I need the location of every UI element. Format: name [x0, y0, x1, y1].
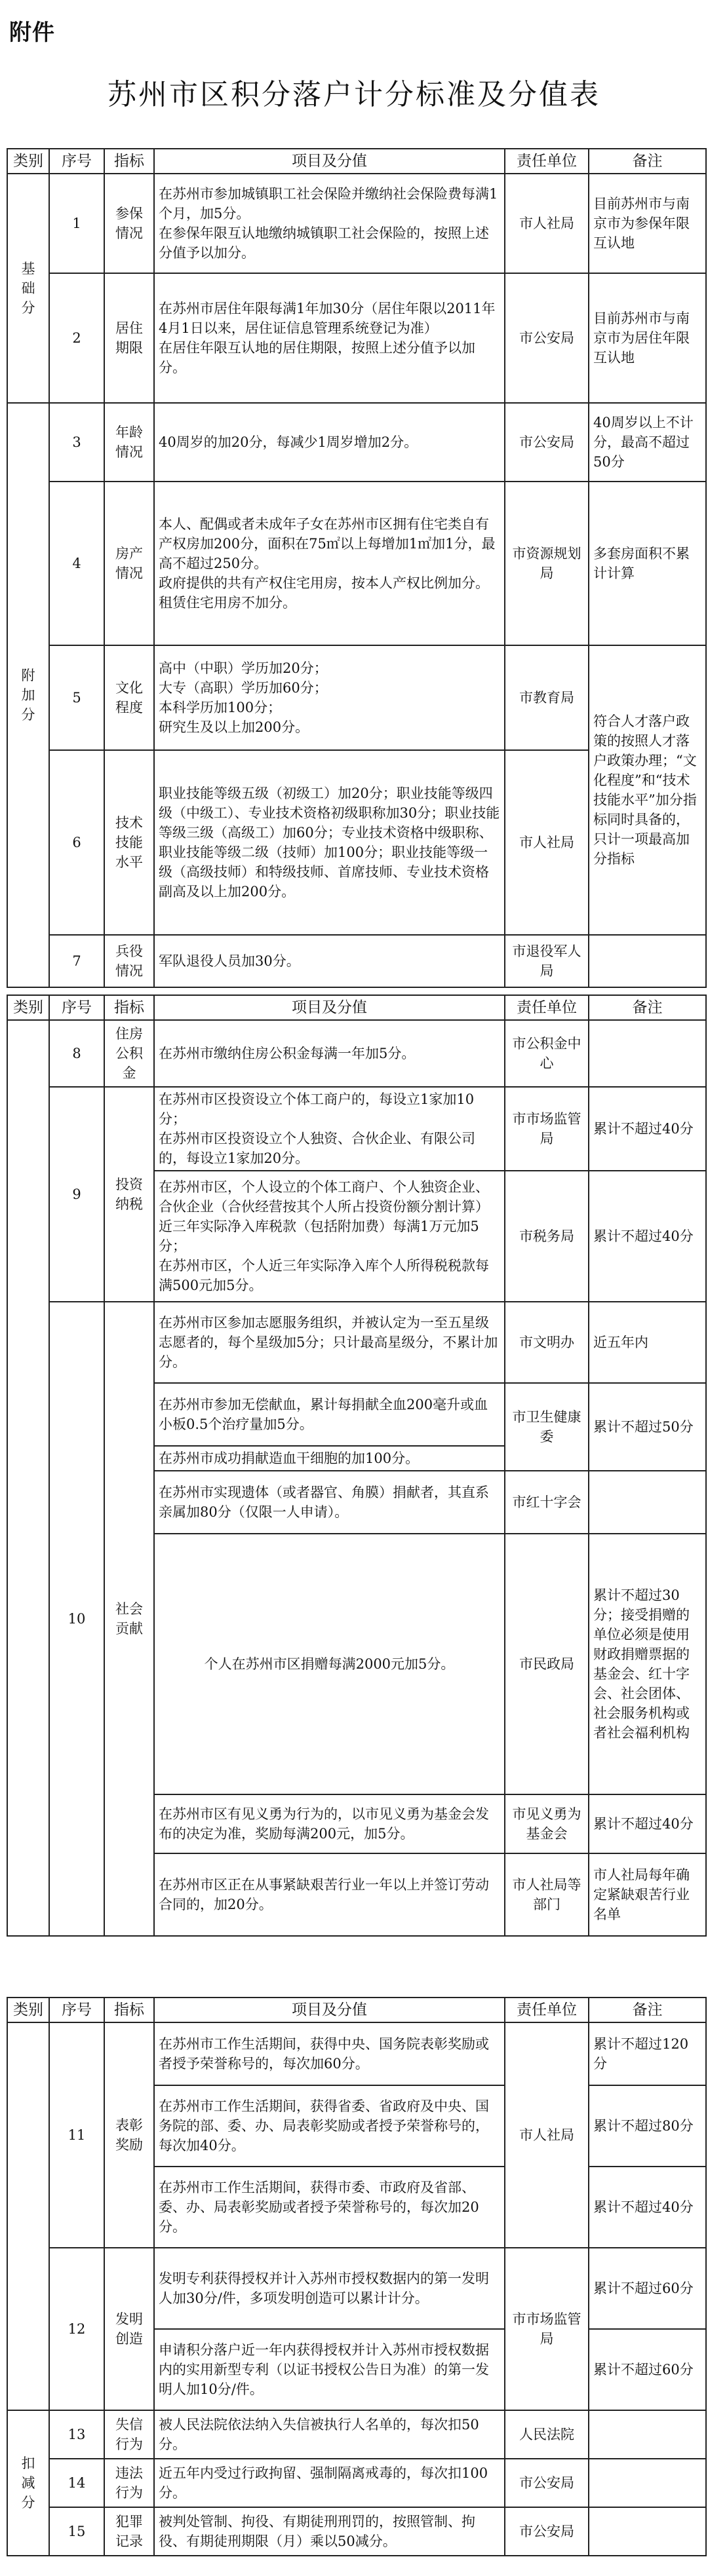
header-category: 类别 — [7, 995, 49, 1020]
header-number: 序号 — [49, 149, 104, 174]
header-items: 项目及分值 — [154, 1998, 505, 2022]
header-items: 项目及分值 — [154, 995, 505, 1020]
table-row — [7, 2022, 706, 2085]
row-unit: 市公安局 — [505, 2507, 589, 2556]
table-row — [7, 482, 706, 645]
row-number: 13 — [49, 2410, 104, 2459]
item-text: 被判处管制、拘役、有期徒刑刑罚的，按照管制、拘役、有期徒刑期限（月）乘以50减分。 — [159, 2514, 475, 2549]
row-indicator: 年龄 情况 — [104, 403, 154, 482]
document-title: 苏州市区积分落户计分标准及分值表 — [108, 78, 600, 111]
item-text: 在苏州市区，个人设立的个体工商户、个人独资企业、合伙企业（合伙经营按其个人所占投资份额分割计算）近三年实际净入库税款（包括附加费）每满1万元加5分； — [159, 1179, 489, 1254]
row-unit: 市市场监管局 — [505, 2248, 589, 2410]
row-unit: 市市场监管局 — [505, 1087, 589, 1171]
category-extra-continued — [7, 2022, 49, 2410]
item-text: 在苏州市区投资设立个人独资、合伙企业、有限公司的，每设立1家加20分。 — [159, 1131, 475, 1166]
row-note: 累计不超过40分 — [589, 1794, 706, 1853]
row-indicator: 住房 公积 金 — [104, 1020, 154, 1087]
row-number: 15 — [49, 2507, 104, 2556]
row-items — [154, 2248, 505, 2329]
row-indicator: 参保 情况 — [104, 174, 154, 273]
category-base: 基 础 分 — [7, 174, 49, 403]
row-unit: 市公积金中心 — [505, 1020, 589, 1087]
header-category: 类别 — [7, 149, 49, 174]
row-indicator: 发明 创造 — [104, 2248, 154, 2410]
row-note: 累计不超过40分 — [589, 1171, 706, 1302]
row-number: 2 — [49, 273, 104, 403]
row-number: 5 — [49, 645, 104, 750]
item-text: 本人、配偶或者未成年子女在苏州市区拥有住宅类自有产权房加200分，面积在75㎡以上每增加1㎡加1分，最高不超过250分。 — [159, 516, 496, 571]
row-unit: 市公安局 — [505, 2459, 589, 2507]
row-unit: 市文明办 — [505, 1302, 589, 1383]
item-text: 本科学历加100分； — [159, 700, 282, 715]
header-indicator: 指标 — [104, 995, 154, 1020]
row-items — [154, 2507, 505, 2556]
row-note — [589, 1020, 706, 1087]
header-note: 备注 — [589, 1998, 706, 2022]
row-note — [589, 2507, 706, 2556]
header-note: 备注 — [589, 995, 706, 1020]
row-unit: 市红十字会 — [505, 1471, 589, 1534]
row-items — [154, 2410, 505, 2459]
row-indicator: 投资 纳税 — [104, 1087, 154, 1302]
row-number: 14 — [49, 2459, 104, 2507]
item-text: 在居住年限互认地的居住期限，按照上述分值予以加分。 — [159, 340, 475, 375]
row-number: 12 — [49, 2248, 104, 2410]
row-number: 6 — [49, 750, 104, 935]
item-text: 在苏州市居住年限每满1年加30分（居住年限以2011年4月1日以来，居住证信息管理系统登记为准） — [159, 301, 496, 336]
item-text: 在苏州市区参加志愿服务组织，并被认定为一至五星级志愿者的，每个星级加5分；只计最高星级分，不累计加分。 — [159, 1315, 498, 1370]
table-row — [7, 2459, 706, 2507]
row-items — [154, 645, 505, 750]
row-unit: 市税务局 — [505, 1171, 589, 1302]
row-unit: 市退役军人局 — [505, 935, 589, 987]
table-header-row — [7, 1998, 706, 2022]
row-unit: 市人社局等部门 — [505, 1853, 589, 1936]
item-text: 在苏州市参加无偿献血，累计每捐献全血200毫升或血小板0.5个治疗量加5分。 — [159, 1397, 488, 1432]
header-unit: 责任单位 — [505, 995, 589, 1020]
item-text: 个人在苏州市区捐赠每满2000元加5分。 — [204, 1656, 455, 1672]
row-items — [154, 935, 505, 987]
row-number: 10 — [49, 1302, 104, 1936]
row-unit: 市人社局 — [505, 750, 589, 935]
row-note — [589, 1471, 706, 1534]
row-items — [154, 1302, 505, 1383]
item-text: 军队退役人员加30分。 — [159, 953, 300, 969]
item-text: 40周岁的加20分，每减少1周岁增加2分。 — [159, 434, 418, 450]
table-row — [7, 273, 706, 403]
row-unit: 市公安局 — [505, 403, 589, 482]
row-number: 4 — [49, 482, 104, 645]
item-text: 研究生及以上加200分。 — [159, 719, 309, 735]
header-items: 项目及分值 — [154, 149, 505, 174]
row-unit: 市人社局 — [505, 2022, 589, 2248]
row-items — [154, 1020, 505, 1087]
row-items — [154, 1471, 505, 1534]
row-unit: 市公安局 — [505, 273, 589, 403]
row-items — [154, 2329, 505, 2410]
row-items — [154, 403, 505, 482]
row-note — [589, 935, 706, 987]
item-text: 在苏州市区，个人近三年实际净入库个人所得税税款每满500元加5分。 — [159, 1258, 489, 1293]
row-note: 累计不超过60分 — [589, 2329, 706, 2410]
row-indicator: 失信 行为 — [104, 2410, 154, 2459]
row-items — [154, 1446, 505, 1471]
row-indicator: 技术 技能 水平 — [104, 750, 154, 935]
row-note — [589, 2459, 706, 2507]
row-note: 符合人才落户政策的按照人才落户政策办理；“文化程度”和“技术技能水平”加分指标同时具备的，只计一项最高加分指标 — [589, 645, 706, 935]
row-number: 3 — [49, 403, 104, 482]
row-unit: 市见义勇为基金会 — [505, 1794, 589, 1853]
item-text: 大专（高职）学历加60分； — [159, 680, 328, 696]
row-note: 累计不超过30分；接受捐赠的单位必须是使用财政捐赠票据的基金会、红十字会、社会团体、社会服务机构或者社会福利机构 — [589, 1534, 706, 1794]
item-text: 申请积分落户近一年内获得授权并计入苏州市授权数据内的实用新型专利（以证书授权公告日为准）的第一发明人加10分/件。 — [159, 2342, 489, 2397]
row-items — [154, 1171, 505, 1302]
row-note: 累计不超过40分 — [589, 2167, 706, 2248]
row-note: 累计不超过40分 — [589, 1087, 706, 1171]
row-indicator: 违法 行为 — [104, 2459, 154, 2507]
item-text: 职业技能等级五级（初级工）加20分；职业技能等级四级（中级工）、专业技术资格初级职称加30分；职业技能等级三级（高级工）加60分；专业技术资格中级职称、职业技能等级二级（技师）加100分；职业技能等级一级（高级技师）和特级技师、首席技师、专业技术资格副高及以上加200分。 — [159, 786, 500, 900]
row-items — [154, 1383, 505, 1446]
row-number: 7 — [49, 935, 104, 987]
table-row — [7, 2248, 706, 2329]
item-text: 近五年内受过行政拘留、强制隔离戒毒的，每次扣100分。 — [159, 2465, 488, 2501]
row-items — [154, 1087, 505, 1171]
row-items — [154, 1534, 505, 1794]
item-text: 在苏州市区投资设立个体工商户的，每设立1家加10分； — [159, 1091, 475, 1127]
row-indicator: 兵役 情况 — [104, 935, 154, 987]
row-unit: 市民政局 — [505, 1534, 589, 1794]
item-text: 在苏州市参加城镇职工社会保险并缴纳社会保险费每满1个月，加5分。 — [159, 186, 498, 221]
item-text: 在苏州市成功捐献造血干细胞的加100分。 — [159, 1450, 420, 1466]
item-text: 在苏州市工作生活期间，获得市委、市政府及省部、委、办、局表彰奖励或者授予荣誉称号的，每次加20分。 — [159, 2180, 479, 2235]
row-unit: 市资源规划局 — [505, 482, 589, 645]
row-note: 多套房面积不累计计算 — [589, 482, 706, 645]
row-note: 目前苏州市与南京市为参保年限互认地 — [589, 174, 706, 273]
row-indicator: 文化 程度 — [104, 645, 154, 750]
item-text: 在苏州市工作生活期间，获得中央、国务院表彰奖励或者授予荣誉称号的，每次加60分。 — [159, 2036, 489, 2072]
row-unit: 市教育局 — [505, 645, 589, 750]
row-items — [154, 750, 505, 935]
row-unit: 人民法院 — [505, 2410, 589, 2459]
table-row — [7, 1020, 706, 1087]
row-items — [154, 2459, 505, 2507]
table-row — [7, 935, 706, 987]
row-number: 8 — [49, 1020, 104, 1087]
item-text: 在苏州市区正在从事紧缺艰苦行业一年以上并签订劳动合同的，加20分。 — [159, 1877, 489, 1912]
item-text: 被人民法院依法纳入失信被执行人名单的，每次扣50分。 — [159, 2417, 479, 2452]
header-indicator: 指标 — [104, 149, 154, 174]
row-note: 累计不超过120分 — [589, 2022, 706, 2085]
item-text: 高中（中职）学历加20分； — [159, 660, 328, 676]
item-text: 发明专利获得授权并计入苏州市授权数据内的第一发明人加30分/件，多项发明创造可以累计计分。 — [159, 2271, 489, 2306]
item-text: 在苏州市区有见义勇为行为的，以市见义勇为基金会发布的决定为准，奖励每满200元，加5分。 — [159, 1806, 489, 1842]
row-items — [154, 2085, 505, 2167]
table-row — [7, 2507, 706, 2556]
score-table-part-2 — [7, 994, 707, 1937]
row-note: 累计不超过80分 — [589, 2085, 706, 2167]
row-number: 1 — [49, 174, 104, 273]
row-items — [154, 174, 505, 273]
row-number: 9 — [49, 1087, 104, 1302]
header-number: 序号 — [49, 1998, 104, 2022]
item-text: 政府提供的共有产权住宅用房，按本人产权比例加分。 — [159, 575, 489, 591]
row-indicator: 房产 情况 — [104, 482, 154, 645]
table-row — [7, 645, 706, 750]
row-items — [154, 482, 505, 645]
row-note — [589, 2410, 706, 2459]
item-text: 在苏州市工作生活期间，获得省委、省政府及中央、国务院的部、委、办、局表彰奖励或者授予荣誉称号的，每次加40分。 — [159, 2098, 489, 2153]
row-note: 累计不超过60分 — [589, 2248, 706, 2329]
row-items — [154, 1794, 505, 1853]
table-header-row — [7, 995, 706, 1020]
row-items — [154, 2022, 505, 2085]
row-number: 11 — [49, 2022, 104, 2248]
row-indicator: 社会 贡献 — [104, 1302, 154, 1936]
row-items — [154, 273, 505, 403]
row-note: 累计不超过50分 — [589, 1383, 706, 1471]
row-indicator: 犯罪 记录 — [104, 2507, 154, 2556]
row-indicator: 表彰 奖励 — [104, 2022, 154, 2248]
row-note: 40周岁以上不计分，最高不超过50分 — [589, 403, 706, 482]
header-unit: 责任单位 — [505, 1998, 589, 2022]
header-note: 备注 — [589, 149, 706, 174]
item-text: 在苏州市实现遗体（或者器官、角膜）捐献者，其直系亲属加80分（仅限一人申请）。 — [159, 1485, 489, 1520]
category-extra: 附 加 分 — [7, 403, 49, 987]
header-number: 序号 — [49, 995, 104, 1020]
category-deduct: 扣 减 分 — [7, 2410, 49, 2556]
table-row — [7, 1087, 706, 1171]
row-items — [154, 2167, 505, 2248]
row-unit: 市人社局 — [505, 174, 589, 273]
score-table-part-1 — [7, 148, 707, 988]
header-category: 类别 — [7, 1998, 49, 2022]
row-note: 目前苏州市与南京市为居住年限互认地 — [589, 273, 706, 403]
row-unit: 市卫生健康委 — [505, 1383, 589, 1471]
score-table-part-3 — [7, 1997, 707, 2556]
header-indicator: 指标 — [104, 1998, 154, 2022]
table-row — [7, 1302, 706, 1383]
item-text: 租赁住宅用房不加分。 — [159, 595, 296, 611]
item-text: 在参保年限互认地缴纳城镇职工社会保险的，按照上述分值予以加分。 — [159, 225, 489, 261]
table-row — [7, 403, 706, 482]
attachment-label: 附件 — [9, 20, 55, 46]
table-row — [7, 174, 706, 273]
category-extra-continued — [7, 1020, 49, 1936]
row-indicator: 居住 期限 — [104, 273, 154, 403]
item-text: 在苏州市缴纳住房公积金每满一年加5分。 — [159, 1046, 416, 1061]
row-note: 市人社局每年确定紧缺艰苦行业名单 — [589, 1853, 706, 1936]
row-items — [154, 1853, 505, 1936]
row-note: 近五年内 — [589, 1302, 706, 1383]
table-row — [7, 2410, 706, 2459]
header-unit: 责任单位 — [505, 149, 589, 174]
table-header-row — [7, 149, 706, 174]
